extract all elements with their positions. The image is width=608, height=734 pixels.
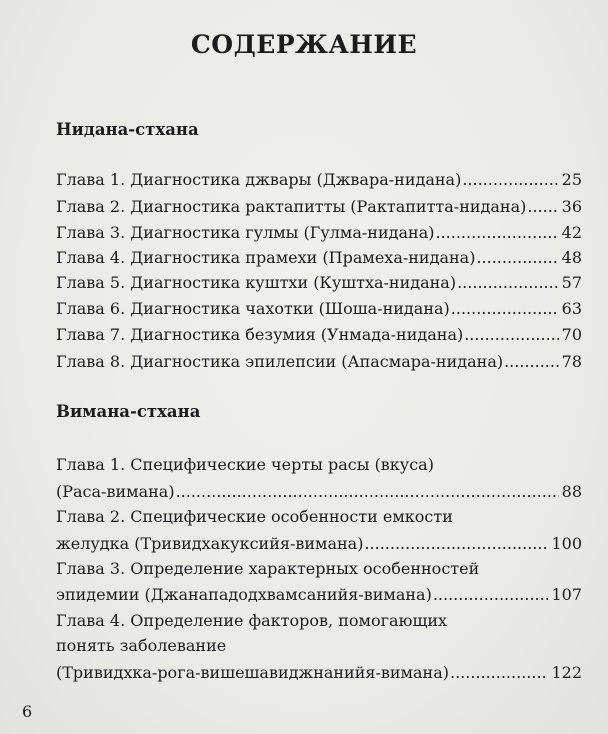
toc-entry-page: 88 [561,482,582,501]
toc-entry-title: Глава 5. Диагностика куштхи (Куштха-нидана) [56,273,457,292]
dot-leader [476,246,558,269]
toc-entry-page: 36 [561,197,582,216]
toc-entry-title: Глава 3. Диагностика гулмы (Гулма-нидана) [56,223,435,242]
dot-leader [364,532,548,555]
toc-entry[interactable] [56,350,582,373]
toc-entry-page: 57 [561,273,582,292]
toc-entry[interactable] [56,583,582,606]
dot-leader [450,661,548,684]
toc-entry-title: Глава 6. Диагностика чахотки (Шоша-нидана) [56,299,450,318]
toc-entry[interactable] [56,532,582,555]
dot-leader [462,168,558,191]
dot-leader [435,221,558,244]
dot-leader [451,297,559,320]
toc-entry-page: 100 [551,534,582,553]
toc-entry[interactable] [56,480,582,503]
toc-entry[interactable] [56,168,582,191]
toc-entry-page: 48 [561,248,582,267]
toc-entry-page: 70 [561,325,582,344]
toc-entry[interactable] [56,221,582,244]
page-title: СОДЕРЖАНИЕ [190,30,418,59]
toc-entry-page: 25 [561,170,582,189]
toc-entry-title-line[interactable]: Глава 2. Специфические особенности емкости [56,507,453,526]
toc-entry-title-line[interactable]: понять заболевание [56,636,227,655]
toc-entry[interactable] [56,297,582,320]
toc-entry-title-line[interactable]: Глава 1. Специфические черты расы (вкуса) [56,455,434,474]
toc-entry[interactable] [56,323,582,346]
toc-entry-title: (Раса-вимана) [56,482,175,501]
toc-entry-page: 63 [561,299,582,318]
toc-entry-page: 122 [551,663,582,682]
toc-entry-title: Глава 4. Диагностика прамехи (Прамеха-нидана) [56,248,476,267]
toc-entry-title: эпидемии (Джанападодхвамсанийя-вимана) [56,585,432,604]
toc-entry-title: (Тривидхка-рога-вишешавиджнанийя-вимана) [56,663,449,682]
dot-leader [464,323,558,346]
section-heading-vimana: Вимана-стхана [56,402,201,421]
toc-entry-title: Глава 8. Диагностика эпилепсии (Апасмара-нидана) [56,352,504,371]
toc-entry-title: желудка (Тривидхакуксийя-вимана) [56,534,364,553]
dot-leader [176,480,559,503]
toc-entry-title: Глава 7. Диагностика безумия (Унмада-нидана) [56,325,464,344]
toc-entry[interactable] [56,271,582,294]
page-number: 6 [22,702,33,721]
dot-leader [504,350,559,373]
toc-entry-page: 107 [551,585,582,604]
toc-entry-page: 78 [561,352,582,371]
toc-entry-title-line[interactable]: Глава 3. Определение характерных особенностей [56,559,480,578]
dot-leader [527,195,558,218]
dot-leader [457,271,559,294]
toc-entry-title: Глава 2. Диагностика рактапитты (Рактапитта-нидана) [56,197,527,216]
toc-entry-title: Глава 1. Диагностика джвары (Джвара-нидана) [56,170,462,189]
toc-entry[interactable] [56,661,582,684]
dot-leader [433,583,549,606]
toc-entry-title-line[interactable]: Глава 4. Определение факторов, помогающих [56,611,447,630]
toc-entry[interactable] [56,195,582,218]
section-heading-nidana: Нидана-стхана [56,120,199,139]
toc-entry[interactable] [56,246,582,269]
toc-entry-page: 42 [561,223,582,242]
